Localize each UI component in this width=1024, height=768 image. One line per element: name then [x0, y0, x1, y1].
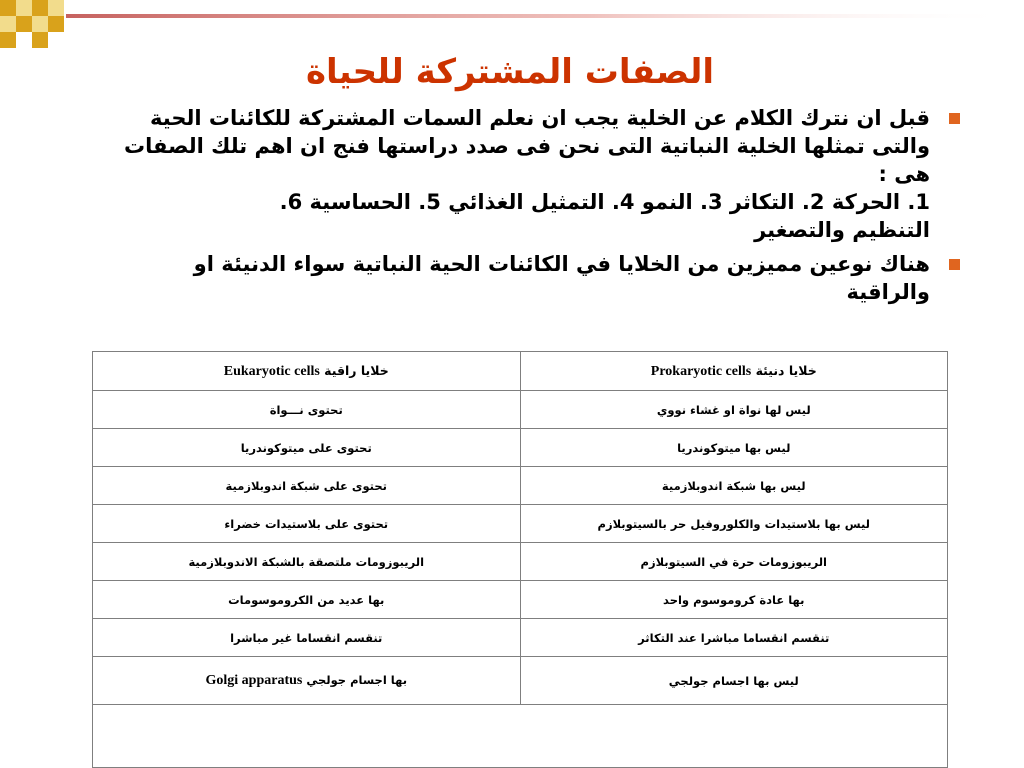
cell-eukaryotic-en: Golgi apparatus: [205, 672, 303, 688]
cell-eukaryotic: بها عديد من الكروموسومات: [93, 581, 521, 619]
bullet-line: والتى تمثلها الخلية النباتية التى نحن فى صدد دراستها فنج ان اهم تلك الصفات: [123, 134, 930, 158]
cell-eukaryotic: تحتوى على بلاستيدات خضراء: [93, 505, 521, 543]
cell-prokaryotic: ليس لها نواة او غشاء نووي: [520, 391, 948, 429]
bullet-line: قبل ان نترك الكلام عن الخلية يجب ان نعلم السمات المشتركة للكائنات الحية: [150, 106, 930, 130]
cell-prokaryotic: الريبوزومات حرة في السيتوبلازم: [520, 543, 948, 581]
cell-prokaryotic: ليس بها بلاستيدات والكلوروفيل حر بالسيتوبلازم: [520, 505, 948, 543]
table-row: [93, 581, 948, 619]
cell-eukaryotic-ar: بها اجسام جولجي: [306, 672, 408, 687]
bullet-square-icon: [949, 259, 960, 270]
bullet-line: 1. الحركة 2. التكاثر 3. النمو 4. التمثيل الغذائي 5. الحساسية 6.: [279, 190, 930, 214]
bullet-line: التنظيم والتصغير: [754, 218, 930, 242]
table-row-golgi: [93, 657, 948, 705]
header-eukaryotic-ar: خلايا راقية: [324, 362, 389, 378]
table-row: [93, 619, 948, 657]
bullet-line: هناك نوعين مميزين من الخلايا في الكائنات الحية النباتية سواء الدنيئة او: [193, 252, 930, 276]
cell-eukaryotic: تحتوى نـــواة: [93, 391, 521, 429]
table-row: [93, 391, 948, 429]
header-eukaryotic: [93, 352, 521, 391]
table-row: [93, 505, 948, 543]
table-row: [93, 543, 948, 581]
cell-eukaryotic: تحتوى على ميتوكوندريا: [93, 429, 521, 467]
cell-prokaryotic: ليس بها اجسام جولجي: [520, 657, 948, 705]
bullet-cell-types: [62, 250, 964, 306]
table-header-row: [93, 352, 948, 391]
corner-decoration: [0, 0, 1024, 50]
cell-eukaryotic: [93, 657, 521, 705]
cell-prokaryotic: بها عادة كروموسوم واحد: [520, 581, 948, 619]
bullet-intro: [62, 104, 964, 244]
empty-cell: [93, 705, 948, 768]
header-prokaryotic-ar: خلايا دنيئة: [755, 362, 817, 378]
cell-eukaryotic: الريبوزومات ملتصقة بالشبكة الاندوبلازمية: [93, 543, 521, 581]
header-eukaryotic-en: Eukaryotic cells: [223, 363, 320, 379]
cell-prokaryotic: تنقسم انقساما مباشرا عند التكاثر: [520, 619, 948, 657]
header-prokaryotic-en: Prokaryotic cells: [650, 363, 752, 379]
header-prokaryotic: [520, 352, 948, 391]
cell-prokaryotic: ليس بها شبكة اندوبلازمية: [520, 467, 948, 505]
bullet-square-icon: [949, 113, 960, 124]
bullet-line: والراقية: [846, 280, 930, 304]
slide-title: الصفات المشتركة للحياة: [305, 52, 715, 92]
cell-comparison-table: [92, 351, 948, 768]
slide-body: [62, 104, 964, 312]
cell-eukaryotic: تنقسم انقساما غير مباشرا: [93, 619, 521, 657]
table-row: [93, 467, 948, 505]
table-row: [93, 429, 948, 467]
table-empty-row: [93, 705, 948, 768]
cell-eukaryotic: تحتوى على شبكة اندوبلازمية: [93, 467, 521, 505]
bullet-line: هى :: [878, 162, 930, 186]
cell-prokaryotic: ليس بها ميتوكوندريا: [520, 429, 948, 467]
